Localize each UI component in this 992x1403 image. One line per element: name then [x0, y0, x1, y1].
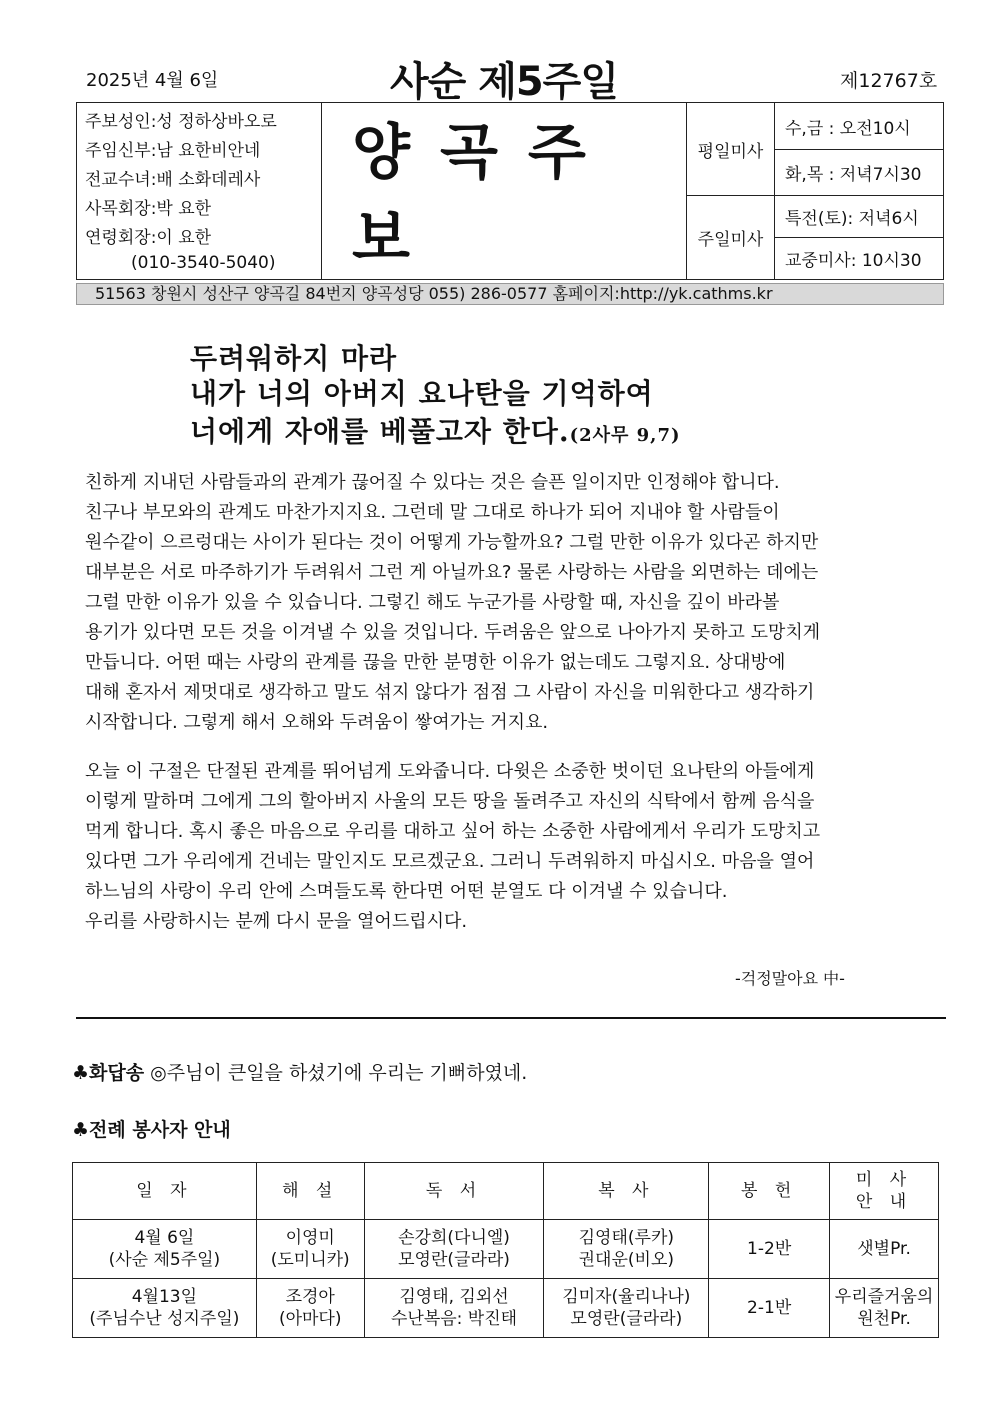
paragraph-line: 만듭니다. 어떤 때는 사랑의 관계를 끊을 만한 분명한 이유가 없는데도 그렇지요. 상대방에 [85, 652, 786, 673]
cell-text: (주님수난 성지주일) [89, 1309, 240, 1329]
paragraph-line: 있다면 그가 우리에게 건네는 말인지도 모르겠군요. 그러니 두려워하지 마십시오. 마음을 열어 [85, 851, 815, 872]
cell-text: (사순 제5주일) [108, 1250, 221, 1270]
servers-label: ♣전례 봉사자 안내 [72, 1119, 231, 1141]
col-header-commentator: 해 설 [256, 1163, 364, 1220]
cell-text: 수난복음: 박진태 [390, 1309, 518, 1329]
verse-line-3-text: 너에게 자애를 베풀고자 한다. [190, 415, 570, 448]
mass-time-wed-fri: 수,금 : 오전10시 [785, 118, 911, 139]
section-divider [76, 1017, 946, 1019]
col-header-altar-server: 복 사 [544, 1163, 709, 1220]
cell-offertory: 2-1반 [709, 1279, 830, 1338]
paragraph-line: 먹게 합니다. 혹시 좋은 마음으로 우리를 대하고 싶어 하는 소중한 사람에게서 우리가 도망치고 [85, 821, 821, 842]
cell-offertory: 1-2반 [709, 1220, 830, 1279]
servers-heading [72, 1115, 231, 1142]
cell-altar-server [544, 1220, 709, 1279]
cell-commentator [256, 1279, 364, 1338]
masthead-text: 양곡주보 [352, 118, 616, 274]
paragraph-line: 하느님의 사랑이 우리 안에 스며들도록 한다면 어떤 분열도 다 이겨낼 수 있습니다. [85, 881, 728, 902]
verse-line-1: 두려워하지 마라 [190, 342, 398, 375]
cell-text: 손강희(다니엘) [398, 1228, 510, 1248]
mass-time-tue-thu: 화,목 : 저녁7시30 [785, 164, 922, 185]
col-header-reader: 독 서 [364, 1163, 544, 1220]
issue-number: 제12767호 [840, 70, 938, 92]
staff-phone: (010-3540-5040) [131, 253, 276, 273]
masthead [322, 103, 687, 279]
servers-table [72, 1162, 939, 1338]
cell-text: (아마다) [278, 1309, 342, 1329]
mass-schedule [687, 103, 943, 279]
mass-time-sunday: 교중미사: 10시30 [785, 250, 922, 271]
staff-funeral-president: 연령회장:이 요한 [85, 228, 212, 248]
mass-time-saturday: 특전(토): 저녁6시 [785, 208, 919, 229]
psalm-text: ◎주님이 큰일을 하셨기에 우리는 기뻐하였네. [150, 1062, 528, 1084]
cell-mass-guide [830, 1279, 939, 1338]
paragraph-line: 친구나 부모와의 관계도 마찬가지지요. 그런데 말 그대로 하나가 되어 지내야 할 사람들이 [85, 502, 780, 523]
sunday-mass-label: 주일미사 [687, 195, 775, 279]
paragraph-line: 대해 혼자서 제멋대로 생각하고 말도 섞지 않다가 점점 그 사람이 자신을 미워한다고 생각하기 [85, 682, 815, 703]
cell-date [73, 1220, 257, 1279]
table-header-row [73, 1163, 939, 1220]
cell-text: 김미자(율리나나) [562, 1287, 691, 1307]
cell-altar-server [544, 1279, 709, 1338]
cell-mass-guide: 샛별Pr. [830, 1220, 939, 1279]
cell-reader [364, 1279, 544, 1338]
staff-pastor: 주임신부:남 요한비안네 [85, 141, 261, 161]
psalm-response [72, 1058, 527, 1085]
psalm-label: ♣화답송 [72, 1062, 145, 1084]
staff-sister: 전교수녀:배 소화데레사 [85, 170, 261, 190]
paragraph-line: 그럴 만한 이유가 있을 수 있습니다. 그렇긴 해도 누군가를 사랑할 때, 자신을 깊이 바라볼 [85, 592, 780, 613]
bulletin-date: 2025년 4월 6일 [86, 70, 219, 91]
cell-text: 모영란(글라라) [398, 1250, 510, 1270]
paragraph-line: 시작합니다. 그렇게 해서 오해와 두려움이 쌓여가는 거지요. [85, 712, 549, 733]
cell-text: 모영란(글라라) [570, 1309, 683, 1329]
paragraph-line: 우리를 사랑하시는 분께 다시 문을 열어드립시다. [85, 911, 468, 932]
table-row [73, 1279, 939, 1338]
cell-text: 김영태(루카) [578, 1228, 674, 1248]
verse-line-3 [190, 410, 681, 450]
cell-text: 4월 6일 [134, 1228, 195, 1248]
weekday-mass-label: 평일미사 [687, 103, 775, 195]
verse-line-2: 내가 너의 아버지 요나탄을 기억하여 [190, 377, 654, 410]
cell-text: 조경아 [285, 1287, 335, 1307]
reflection-paragraph-2 [85, 757, 945, 937]
staff-list [77, 103, 322, 279]
col-header-mass-guide-line1: 미 사 [855, 1170, 913, 1190]
paragraph-line: 이렇게 말하며 그에게 그의 할아버지 사울의 모든 땅을 돌려주고 자신의 식탁에서 함께 음식을 [85, 791, 815, 812]
mass-divider [687, 195, 943, 196]
col-header-mass-guide [830, 1163, 939, 1220]
cell-text: 4월13일 [131, 1287, 198, 1307]
cell-text: 우리즐거움의 [834, 1287, 934, 1307]
staff-council-president: 사목회장:박 요한 [85, 199, 212, 219]
cell-text: 원천Pr. [857, 1309, 911, 1329]
paragraph-line: 원수같이 으르렁대는 사이가 된다는 것이 어떻게 가능할까요? 그럴 만한 이유가 있다곤 하지만 [85, 532, 819, 553]
verse-reference: (2사무 9,7) [569, 425, 681, 446]
cell-text: 권대운(비오) [578, 1250, 674, 1270]
paragraph-line: 오늘 이 구절은 단절된 관계를 뛰어넘게 도와줍니다. 다윗은 소중한 벗이던 요나탄의 아들에게 [85, 761, 815, 782]
cell-text: 김영태, 김외선 [399, 1287, 509, 1307]
paragraph-line: 친하게 지내던 사람들과의 관계가 끊어질 수 있다는 것은 슬픈 일이지만 인정해야 합니다. [85, 472, 780, 493]
address-bar: 51563 창원시 성산구 양곡길 84번지 양곡성당 055) 286-0577 홈페이지:http://yk.cathms.kr [76, 283, 944, 305]
cell-date [73, 1279, 257, 1338]
paragraph-line: 대부분은 서로 마주하기가 두려워서 그런 게 아닐까요? 물론 사랑하는 사람을 외면하는 데에는 [85, 562, 819, 583]
col-header-date: 일 자 [73, 1163, 257, 1220]
reflection-source: -걱정말아요 中- [735, 969, 845, 988]
mass-divider [775, 237, 943, 238]
cell-reader [364, 1220, 544, 1279]
page-title: 사순 제5주일 [390, 59, 618, 105]
cell-text: 이영미 [285, 1228, 335, 1248]
col-header-offertory: 봉 헌 [709, 1163, 830, 1220]
paragraph-line: 용기가 있다면 모든 것을 이겨낼 수 있을 것입니다. 두려움은 앞으로 나아가지 못하고 도망치게 [85, 622, 821, 643]
reflection-paragraph-1 [85, 468, 945, 738]
cell-text: (도미니카) [270, 1250, 350, 1270]
col-header-mass-guide-line2: 안 내 [855, 1192, 913, 1212]
table-row [73, 1220, 939, 1279]
cell-commentator [256, 1220, 364, 1279]
mass-divider [775, 149, 943, 150]
staff-patron: 주보성인:성 정하상바오로 [85, 112, 277, 132]
header-box [76, 102, 944, 280]
